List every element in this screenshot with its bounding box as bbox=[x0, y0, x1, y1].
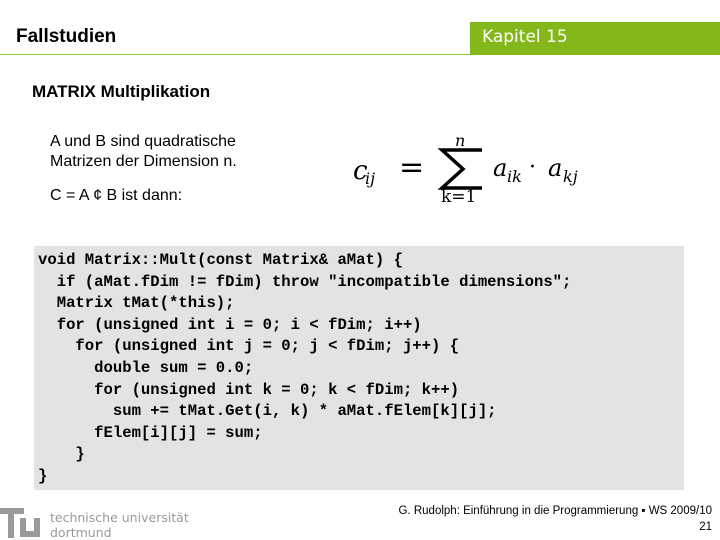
header-title: Fallstudien bbox=[16, 26, 117, 47]
code-line: void Matrix::Mult(const Matrix& aMat) { bbox=[38, 251, 403, 269]
code-line: for (unsigned int i = 0; i < fDim; i++) bbox=[38, 315, 422, 334]
chapter-label: Kapitel 15 bbox=[482, 27, 568, 47]
code-line: if (aMat.fDim != fDim) throw "incompatible dimensions"; bbox=[38, 272, 572, 291]
formula-term1-subscript: ik bbox=[507, 167, 522, 186]
formula-lhs: c bbox=[353, 156, 368, 186]
logo-city-name: dortmund bbox=[50, 525, 112, 540]
code-line: double sum = 0.0; bbox=[38, 358, 254, 377]
code-line: Matrix tMat(*this); bbox=[38, 294, 235, 313]
code-line: } bbox=[38, 466, 48, 485]
description-line-1: A und B sind quadratische bbox=[50, 133, 236, 150]
code-line: for (unsigned int k = 0; k < fDim; k++) bbox=[38, 380, 460, 399]
section-title: MATRIX Multiplikation bbox=[32, 82, 211, 101]
logo-university-name: technische universität bbox=[50, 510, 189, 525]
formula-dot: · bbox=[529, 155, 536, 180]
sum-lower-limit: k=1 bbox=[441, 187, 477, 207]
code-line: for (unsigned int j = 0; j < fDim; j++) { bbox=[38, 337, 460, 356]
formula-equals: = bbox=[399, 150, 425, 185]
code-listing bbox=[38, 250, 571, 488]
formula-lhs-subscript: ij bbox=[365, 169, 376, 188]
formula-term2: a bbox=[548, 154, 563, 182]
formula-term1: a bbox=[493, 154, 508, 182]
code-line: } bbox=[38, 445, 85, 464]
code-line: fElem[i][j] = sum; bbox=[38, 423, 263, 442]
sigma-symbol bbox=[442, 150, 482, 188]
description-line-2: Matrizen der Dimension n. bbox=[50, 153, 237, 170]
summation-formula bbox=[345, 126, 605, 212]
statement: C = A ¢ B ist dann: bbox=[50, 187, 183, 204]
tu-dortmund-logo bbox=[0, 500, 200, 540]
formula-term2-subscript: kj bbox=[563, 167, 578, 186]
page-number: 21 bbox=[699, 521, 712, 533]
code-line: sum += tMat.Get(i, k) * aMat.fElem[k][j]; bbox=[38, 402, 497, 421]
sum-upper-limit: n bbox=[455, 131, 466, 150]
footer-credit: G. Rudolph: Einführung in die Programmierung ▪ WS 2009/10 bbox=[398, 505, 712, 517]
